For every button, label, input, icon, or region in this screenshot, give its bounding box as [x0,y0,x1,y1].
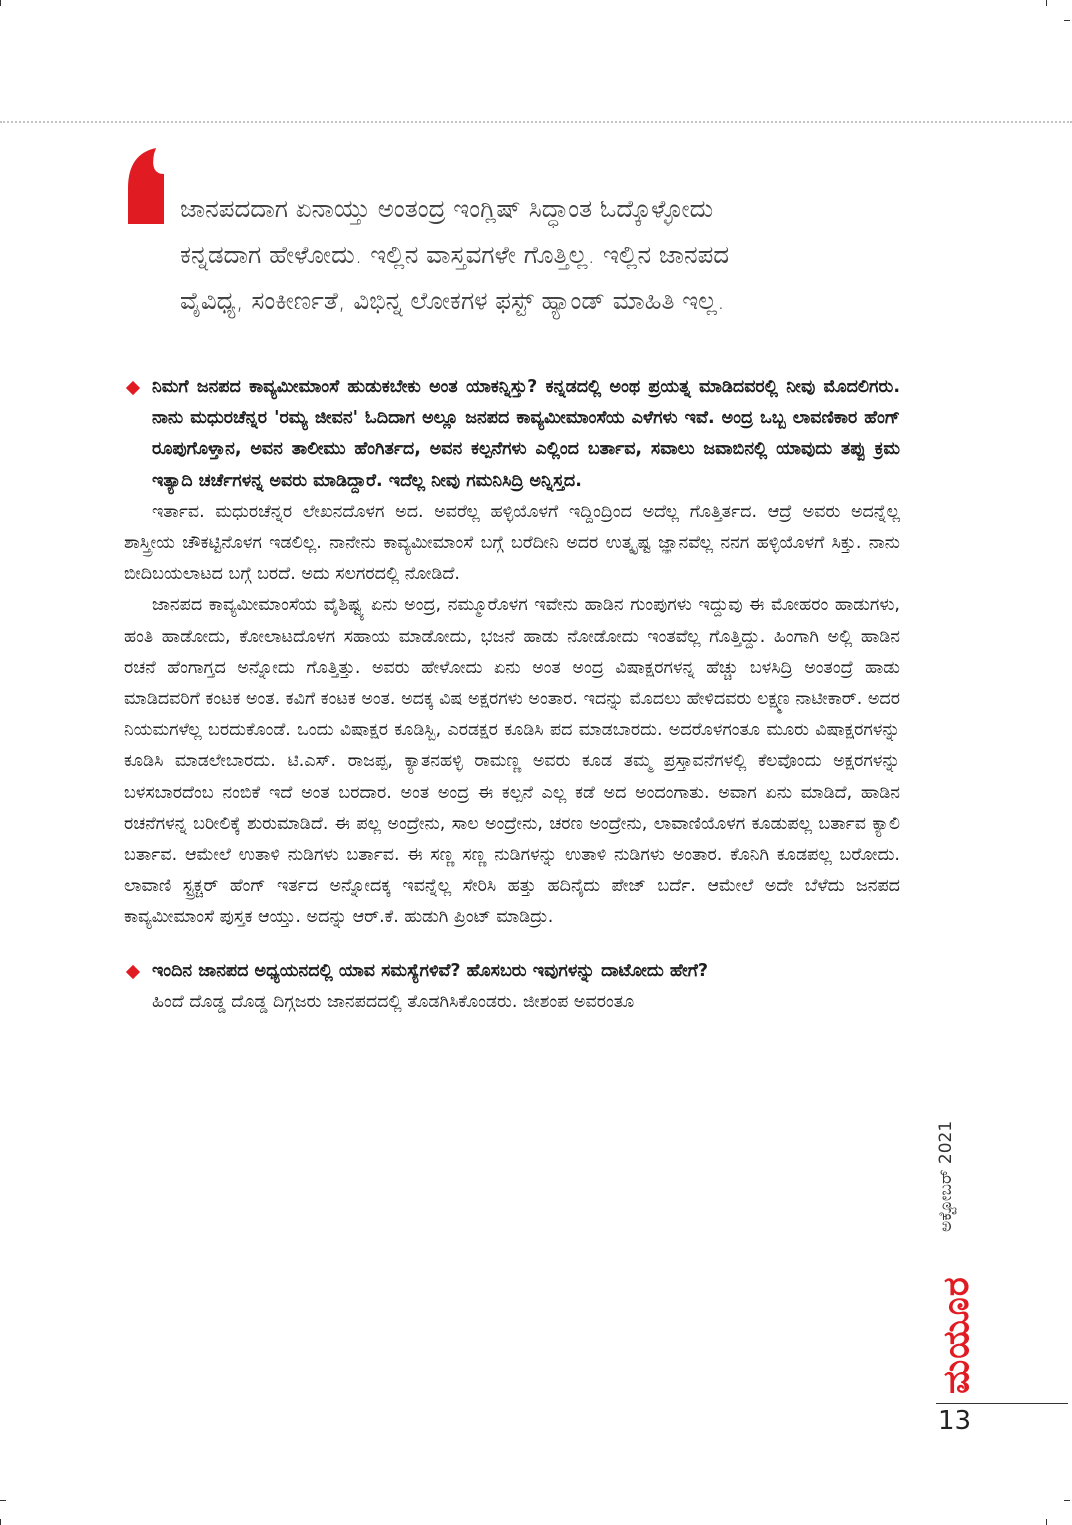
pull-quote-line: ಜಾನಪದದಾಗ ಏನಾಯ್ತು ಅಂತಂದ್ರ ಇಂಗ್ಲಿಷ್ ಸಿದ್ಧಾಂತ ಓದ್ಕೊಳ್ಳೋದು [180,194,714,223]
crop-mark-top-right-tick [1064,20,1070,21]
answer-paragraph: ಜಾನಪದ ಕಾವ್ಯಮೀಮಾಂಸೆಯ ವೈಶಿಷ್ಟ್ಯ ಏನು ಅಂದ್ರ, ನಮ್ಮೂರೊಳಗ ಇವೇನು ಹಾಡಿನ ಗುಂಪುಗಳು ಇದ್ದುವು ಈ ಮೋಹರಂ ಹಾಡುಗಳು, ಹಂತಿ ಹಾಡೋದು, ಕೋಲಾಟದೊಳಗ ಸಹಾಯ ಮಾಡೋದು, ಭಜನೆ ಹಾಡು ನೋಡೋದು ಇಂತವೆಲ್ಲ ಗೊತ್ತಿದ್ದು. ಹಿಂಗಾಗಿ ಅಲ್ಲಿ ಹಾಡಿನ ರಚನೆ ಹೆಂಗಾಗ್ತದ ಅನ್ನೋದು ಗೊತ್ತಿತ್ತು. ಅವರು ಹೇಳೋದು ಏನು ಅಂತ ಅಂದ್ರ ವಿಷಾಕ್ಷರಗಳನ್ನ ಹೆಚ್ಚು ಬಳಸಿದ್ರಿ ಅಂತಂದ್ರೆ ಹಾಡು ಮಾಡಿದವರಿಗೆ ಕಂಟಕ ಅಂತ. ಕವಿಗೆ ಕಂಟಕ ಅಂತ. ಅದಕ್ಕ ವಿಷ ಅಕ್ಷರಗಳು ಅಂತಾರ. ಇದನ್ನು ಮೊದಲು ಹೇಳಿದವರು ಲಕ್ಷ್ಮಣ ನಾಟೀಕಾರ್. ಅದರ ನಿಯಮಗಳೆಲ್ಲ ಬರದುಕೊಂಡೆ. ಒಂದು ವಿಷಾಕ್ಷರ ಕೂಡಿಸ್ಬಿ, ಎರಡಕ್ಷರ ಕೂಡಿಸಿ ಪದ ಮಾಡಬಾರದು. ಅದರೊಳಗಂತೂ ಮೂರು ವಿಷಾಕ್ಷರಗಳನ್ನು ಕೂಡಿಸಿ ಮಾಡಲೇಬಾರದು. ಟಿ.ಎಸ್. ರಾಜಪ್ಪ, ಕ್ಯಾತನಹಳ್ಳಿ ರಾಮಣ್ಣ ಅವರು ಕೂಡ ತಮ್ಮ ಪ್ರಸ್ತಾವನೆಗಳಲ್ಲಿ ಕೆಲವೊಂದು ಅಕ್ಷರಗಳನ್ನು ಬಳಸಬಾರದೆಂಬ ನಂಬಿಕೆ ಇದೆ ಅಂತ ಬರದಾರ. ಅಂತ ಅಂದ್ರ ಈ ಕಲ್ಪನೆ ಎಲ್ಲ ಕಡೆ ಅದ ಅಂದಂಗಾತು. ಅವಾಗ ಏನು ಮಾಡಿದೆ, ಹಾಡಿನ ರಚನೆಗಳನ್ನ ಬರೀಲಿಕ್ಕೆ ಶುರುಮಾಡಿದೆ. ಈ ಪಲ್ಲ ಅಂದ್ರೇನು, ಸಾಲ ಅಂದ್ರೇನು, ಚರಣ ಅಂದ್ರೇನು, ಲಾವಾಣಿಯೊಳಗ ಕೂಡುಪಲ್ಲ ಬರ್ತಾವ ಕ್ಯಾಲಿ ಬರ್ತಾವ. ಆಮೇಲೆ ಉತಾಳಿ ನುಡಿಗಳು ಬರ್ತಾವ. ಈ ಸಣ್ಣ ಸಣ್ಣ ನುಡಿಗಳನ್ನು ಉತಾಳಿ ನುಡಿಗಳು ಅಂತಾರ. ಕೊನಿಗಿ ಕೂಡಪಲ್ಲ ಬರೋದು. ಲಾವಾಣಿ ಸ್ಟ್ರಕ್ಚರ್ ಹೆಂಗ್ ಇರ್ತದ ಅನ್ನೋದಕ್ಕ ಇವನ್ನೆಲ್ಲ ಸೇರಿಸಿ ಹತ್ತು ಹದಿನೈದು ಪೇಜ್ ಬರ್ದೆ. ಆಮೇಲೆ ಅದೇ ಬೆಳೆದು ಜನಪದ ಕಾವ್ಯಮೀಮಾಂಸೆ ಪುಸ್ತಕ ಆಯ್ತು. ಅದನ್ನು ಆರ್.ಕೆ. ಹುಡುಗಿ ಪ್ರಿಂಟ್ ಮಾಡಿದ್ರು. [124,595,900,928]
header-dotted-rule [0,121,1072,123]
crop-mark-bottom-right [1046,1519,1047,1525]
page-number: 13 [938,1406,972,1436]
question-text: ಇಂದಿನ ಜಾನಪದ ಅಧ್ಯಯನದಲ್ಲಿ ಯಾವ ಸಮಸ್ಯೆಗಳಿವೆ? ಹೊಸಬರು ಇವುಗಳನ್ನು ದಾಟೋದು ಹೇಗೆ? [152,960,709,981]
crop-mark-bottom-right-tick [1064,1500,1070,1501]
diamond-bullet-icon [126,381,140,395]
magazine-logo: ಮಯೂರ [936,1276,977,1394]
diamond-bullet-icon [126,965,140,979]
quote-mark-icon [124,148,166,224]
issue-date: ಅಕ್ಟೋಬರ್ 2021 [936,1120,956,1232]
interview-question-2 [124,956,900,987]
crop-mark-left-tick [0,1500,6,1501]
answer-paragraph: ಇರ್ತಾವ. ಮಧುರಚೆನ್ನರ ಲೇಖನದೊಳಗ ಅದ. ಅವರೆಲ್ಲ ಹಳ್ಳಿಯೊಳಗೆ ಇದ್ದಿಂದ್ರಿಂದ ಅದೆಲ್ಲ ಗೊತ್ತಿರ್ತದ. ಆದ್ರೆ ಅವರು ಅದನ್ನೆಲ್ಲ ಶಾಸ್ತ್ರೀಯ ಚೌಕಟ್ಟಿನೊಳಗ ಇಡಲಿಲ್ಲ. ನಾನೇನು ಕಾವ್ಯಮೀಮಾಂಸೆ ಬಗ್ಗೆ ಬರೆದೀನಿ ಅದರ ಉತ್ಕೃಷ್ಟ ಜ್ಞಾನವೆಲ್ಲ ನನಗ ಹಳ್ಳಿಯೊಳಗೆ ಸಿಕ್ತು. ನಾನು ಬೀದಿಬಯಲಾಟದ ಬಗ್ಗೆ ಬರದೆ. ಅದು ಸಲಗರದಲ್ಲಿ ನೋಡಿದೆ. [124,501,900,585]
page-number-rule [936,1403,1068,1404]
pull-quote-line: ಕನ್ನಡದಾಗ ಹೇಳೋದು. ಇಲ್ಲಿನ ವಾಸ್ತವಗಳೇ ಗೊತ್ತಿಲ್ಲ. ಇಲ್ಲಿನ ಜಾನಪದ [180,240,730,269]
pull-quote [180,186,880,324]
answer-paragraph: ಹಿಂದೆ ದೊಡ್ಡ ದೊಡ್ಡ ದಿಗ್ಗಜರು ಜಾನಪದದಲ್ಲಿ ತೊಡಗಿಸಿಕೊಂಡರು. ಜೀಶಂಪ ಅವರಂತೂ [152,991,635,1012]
pull-quote-line: ವೈವಿಧ್ಯ, ಸಂಕೀರ್ಣತೆ, ವಿಭಿನ್ನ ಲೋಕಗಳ ಫಸ್ಟ್ ಹ್ಯಾಂಡ್ ಮಾಹಿತಿ ಇಲ್ಲ. [180,286,725,315]
article-body [124,372,900,1018]
crop-mark-bottom-left [0,1519,1,1525]
interview-question-1 [124,372,900,497]
question-text: ನಿಮಗೆ ಜನಪದ ಕಾವ್ಯಮೀಮಾಂಸೆ ಹುಡುಕಬೇಕು ಅಂತ ಯಾಕನ್ನಿಸ್ತು? ಕನ್ನಡದಲ್ಲಿ ಅಂಥ ಪ್ರಯತ್ನ ಮಾಡಿದವರಲ್ಲಿ ನೀವು ಮೊದಲಿಗರು. ನಾನು ಮಧುರಚೆನ್ನರ 'ರಮ್ಯ ಜೀವನ' ಓದಿದಾಗ ಅಲ್ಲೂ ಜನಪದ ಕಾವ್ಯಮೀಮಾಂಸೆಯ ಎಳೆಗಳು ಇವೆ. ಅಂದ್ರ ಒಬ್ಬ ಲಾವಣಿಕಾರ ಹೆಂಗ್ ರೂಪುಗೊಳ್ತಾನ, ಅವನ ತಾಲೀಮು ಹೆಂಗಿರ್ತದ, ಅವನ ಕಲ್ಪನೆಗಳು ಎಲ್ಲಿಂದ ಬರ್ತಾವ, ಸವಾಲು ಜವಾಬಿನಲ್ಲಿ ಯಾವುದು ತಪ್ಪು ಕ್ರಮ ಇತ್ಯಾದಿ ಚರ್ಚೆಗಳನ್ನ ಅವರು ಮಾಡಿದ್ದಾರೆ. ಇದೆಲ್ಲ ನೀವು ಗಮನಿಸಿದ್ರಿ ಅನ್ನಿಸ್ತದ. [152,377,900,491]
crop-mark-top-right [1046,0,1047,6]
crop-mark-top-left [0,0,1,6]
